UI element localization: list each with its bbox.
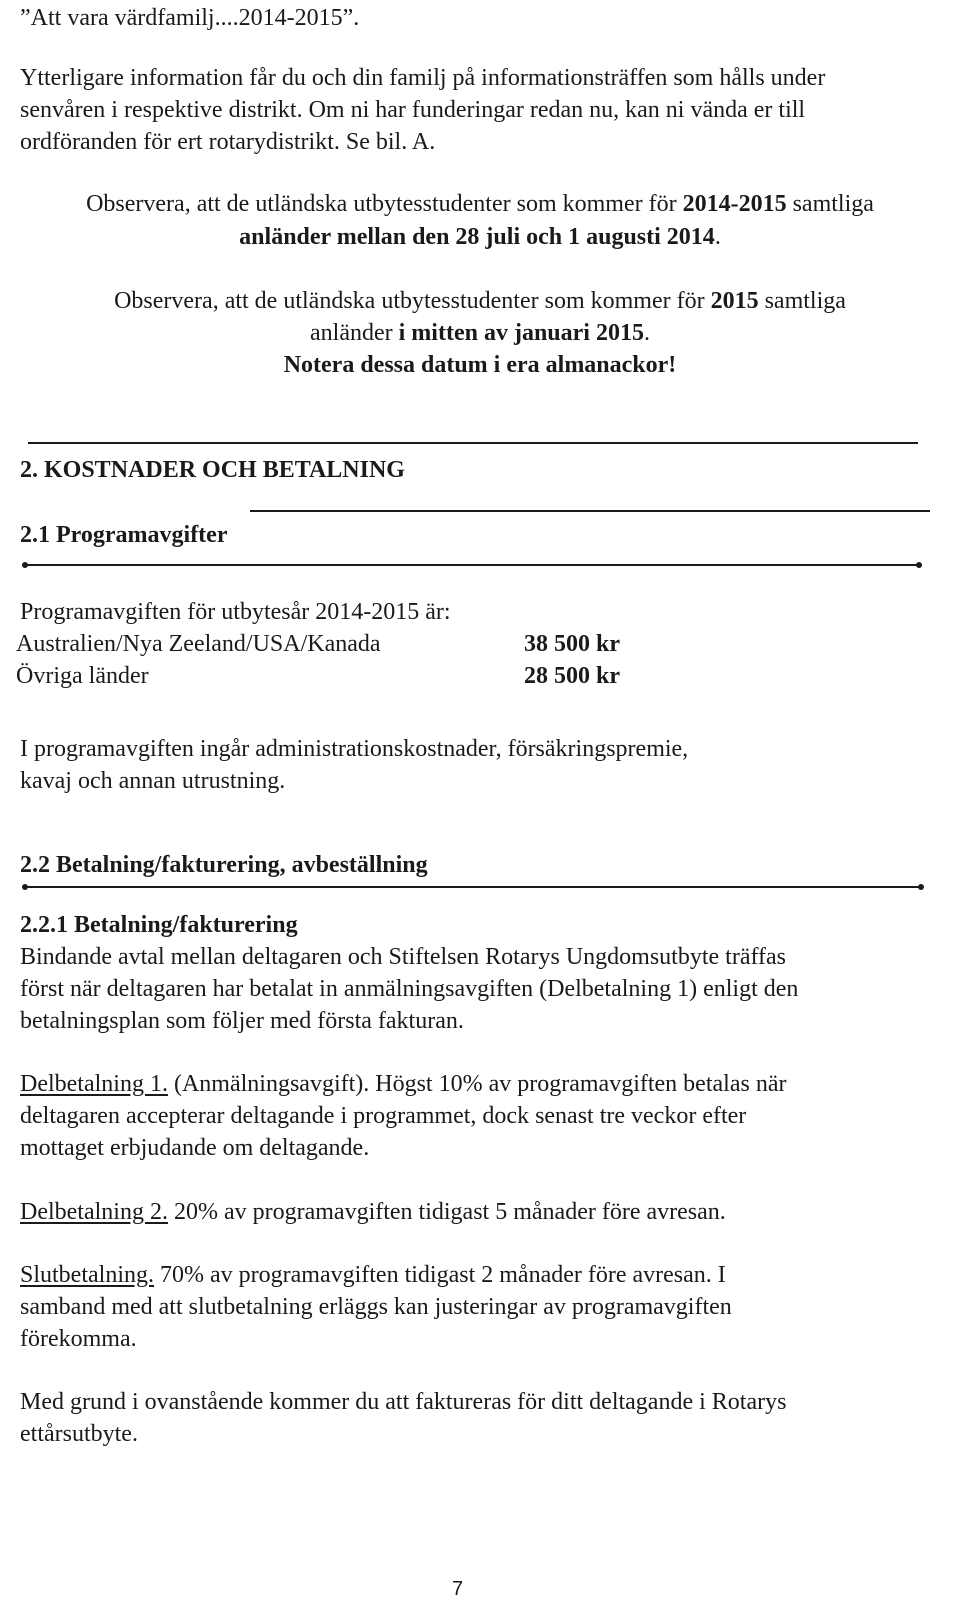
fees-intro: Programavgiften för utbytesår 2014-2015 är: (20, 599, 451, 625)
section-2-2-heading: 2.2 Betalning/fakturering, avbeställning (20, 852, 428, 878)
payment-1-line1: Delbetalning 1. (Anmälningsavgift). Högst 10% av programavgiften betalas när (20, 1071, 787, 1097)
payment-2-line: Delbetalning 2. 20% av programavgiften tidigast 5 månader före avresan. (20, 1199, 726, 1225)
arrival-notice-2-line2: anländer i mitten av januari 2015. (310, 320, 650, 346)
closing-line1: Med grund i ovanstående kommer du att faktureras för ditt deltagande i Rotarys (20, 1389, 787, 1415)
arrival-notice-2-line1: Observera, att de utländska utbytesstudenter som kommer för 2015 samtliga (114, 288, 846, 314)
page-number: 7 (452, 1578, 464, 1600)
rule-2-1-right-dot (916, 562, 922, 568)
section-2-heading: 2. KOSTNADER OCH BETALNING (20, 457, 405, 483)
arrival-notice-1-line1: Observera, att de utländska utbytesstudenter som kommer för 2014-2015 samtliga (86, 191, 874, 217)
fee-included-line2: kavaj och annan utrustning. (20, 768, 286, 794)
fee-amount-row-2: 28 500 kr (524, 663, 620, 689)
fee-label-row-1: Australien/Nya Zeeland/USA/Kanada (16, 631, 381, 657)
final-payment-line1: Slutbetalning. 70% av programavgiften tidigast 2 månader före avresan. I (20, 1262, 726, 1288)
binding-agreement-line3: betalningsplan som följer med första fakturan. (20, 1008, 464, 1034)
payment-1-line2: deltagaren accepterar deltagande i programmet, dock senast tre veckor efter (20, 1103, 747, 1129)
fee-included-line1: I programavgiften ingår administrationskostnader, försäkringspremie, (20, 736, 689, 762)
section-2-2-1-heading: 2.2.1 Betalning/fakturering (20, 912, 298, 938)
rule-section2-bottom (250, 510, 930, 512)
intro-quote-line: ”Att vara värdfamilj....2014-2015”. (20, 5, 360, 31)
final-payment-line2: samband med att slutbetalning erläggs kan justeringar av programavgiften (20, 1294, 732, 1320)
payment-1-line3: mottaget erbjudande om deltagande. (20, 1135, 370, 1161)
fee-amount-row-1: 38 500 kr (524, 631, 620, 657)
rule-section-2-2 (26, 886, 922, 888)
arrival-notice-1-line2: anländer mellan den 28 juli och 1 augusti 2014. (239, 224, 721, 250)
binding-agreement-line1: Bindande avtal mellan deltagaren och Stiftelsen Rotarys Ungdomsutbyte träffas (20, 944, 787, 970)
closing-line2: ettårsutbyte. (20, 1421, 138, 1447)
final-payment-line3: förekomma. (20, 1326, 137, 1352)
calendar-reminder: Notera dessa datum i era almanackor! (283, 352, 677, 378)
rule-section2-top (28, 442, 918, 444)
rule-2-2-right-dot (918, 884, 924, 890)
rule-section-2-1 (26, 564, 920, 566)
binding-agreement-line2: först när deltagaren har betalat in anmälningsavgiften (Delbetalning 1) enligt den (20, 976, 799, 1002)
section-2-1-heading: 2.1 Programavgifter (20, 522, 228, 548)
fee-label-row-2: Övriga länder (16, 663, 149, 689)
info-paragraph: Ytterligare information får du och din familj på informationsträffen som hålls under senvåren i respektive distrikt. Om ni har funderingar redan nu, kan ni vända er till ordföranden för ert rotarydistrikt. Se bil. A. (20, 65, 826, 155)
